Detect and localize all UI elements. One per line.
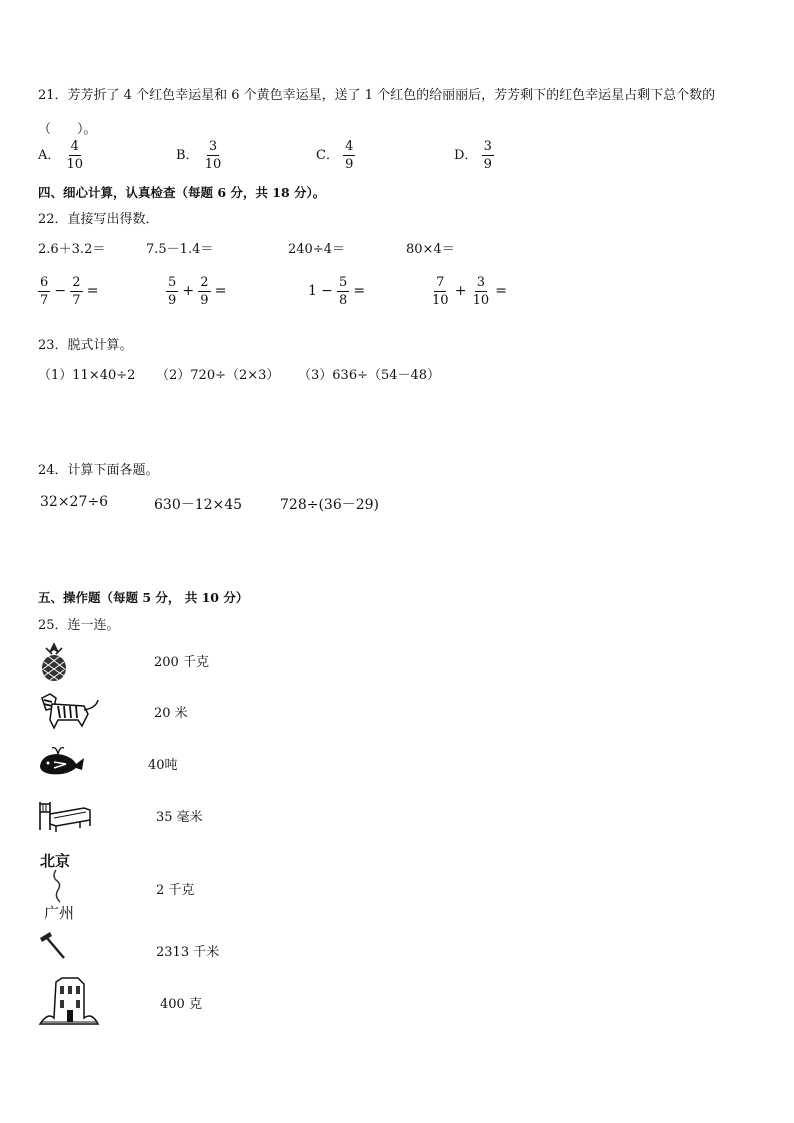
map-route-icon[interactable] [42, 868, 82, 904]
section4-heading: 四、细心计算，认真检查（每题 6 分，共 18 分）。 [38, 185, 326, 200]
q21-option-a[interactable]: A． $\frac{4}{10}$ [38, 139, 84, 172]
q22-fraction-item: $\frac{5}{9}$ + $\frac{2}{9}$ = [168, 275, 227, 308]
building-icon[interactable] [38, 972, 100, 1028]
q23-item: （3）636÷（54－48） [298, 368, 441, 383]
nail-icon[interactable] [38, 930, 68, 960]
q22-item: 2.6＋3.2＝ [38, 242, 106, 257]
q22-item: 80×4＝ [406, 242, 455, 257]
q22-item: 240÷4＝ [288, 242, 345, 257]
q22-fraction-item: $\frac{6}{7}$ − $\frac{2}{7}$ = [40, 275, 99, 308]
q25-value-item[interactable]: 20 米 [154, 706, 188, 721]
q24-title: 24．计算下面各题。 [38, 463, 159, 478]
q24-item: 728÷(36－29) [280, 497, 380, 513]
map-label-guangzhou: 广州 [44, 904, 75, 922]
q22-fraction-item: 1 − $\frac{5}{8}$ = [308, 275, 366, 308]
bed-icon[interactable] [36, 794, 94, 834]
whale-icon[interactable] [36, 744, 88, 778]
q25-value-item[interactable]: 35 毫米 [156, 810, 203, 825]
q25-value-item[interactable]: 2313 千米 [156, 945, 220, 960]
tiger-icon[interactable] [38, 690, 102, 730]
q24-item: 630－12×45 [154, 497, 243, 513]
q25-value-item[interactable]: 40吨 [148, 758, 178, 773]
q22-title: 22．直接写出得数． [38, 212, 159, 227]
q22-fraction-item: $\frac{7}{10}$ + $\frac{3}{10}$ = [432, 275, 507, 308]
map-label-beijing: 北京 [40, 852, 71, 870]
q21-option-d[interactable]: D． $\frac{3}{9}$ [454, 139, 492, 172]
q25-value-item[interactable]: 2 千克 [156, 883, 195, 898]
q25-value-item[interactable]: 400 克 [160, 997, 202, 1012]
q23-item: （2）720÷（2×3） [156, 368, 280, 383]
q25-value-item[interactable]: 200 千克 [154, 655, 209, 670]
q22-item: 7.5－1.4＝ [146, 242, 214, 257]
q25-title: 25．连一连。 [38, 618, 120, 633]
q21-line2: （ ）。 [38, 122, 97, 137]
q24-item: 32×27÷6 [40, 494, 108, 510]
q21-line1: 21．芳芳折了 4 个红色幸运星和 6 个黄色幸运星，送了 1 个红色的给丽丽后，芳芳剩下的红色幸运星占剩下总个数的 [38, 88, 716, 103]
q21-option-c[interactable]: C． $\frac{4}{9}$ [316, 139, 354, 172]
pineapple-icon[interactable] [36, 642, 72, 682]
q21-option-b[interactable]: B． $\frac{3}{10}$ [176, 139, 222, 172]
q23-item: （1）11×40÷2 [38, 368, 136, 383]
section5-heading: 五、操作题（每题 5 分， 共 10 分） [38, 590, 249, 605]
q23-title: 23．脱式计算。 [38, 338, 133, 353]
